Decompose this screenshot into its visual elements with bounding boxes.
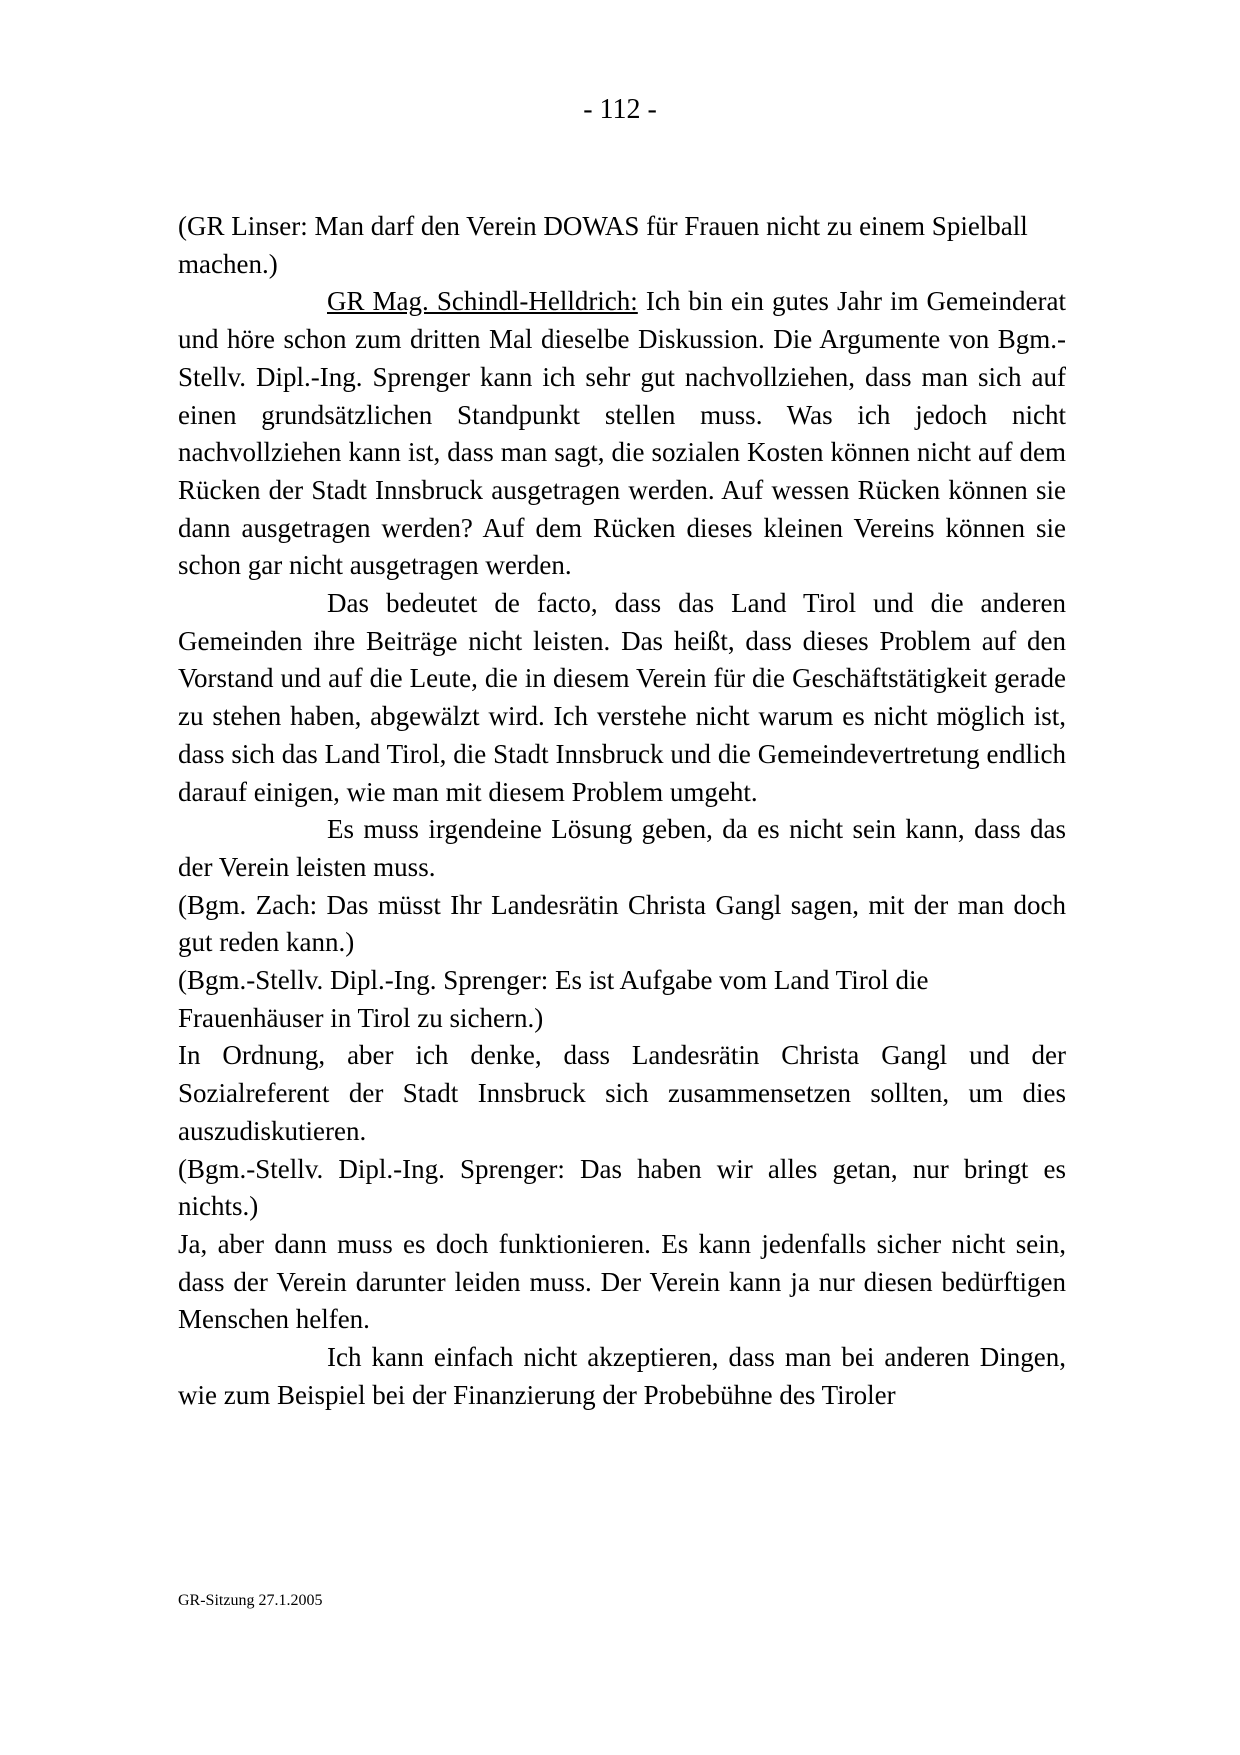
speech-paragraph: Ich kann einfach nicht akzeptieren, dass man bei anderen Dingen, wie zum Beispiel bei der Finanzierung der Probebühne des Tiroler (178, 1342, 1066, 1410)
speech-text: Ich bin ein gutes Jahr im Gemeinderat und höre schon zum dritten Mal dieselbe Diskussion. Die Argumente von Bgm.-Stellv. Dipl.-Ing. Sprenger kann ich sehr gut nachvollziehen, dass man sich auf einen grundsätzlichen Standpunkt stellen muss. Was ich jedoch nicht nachvollziehen kann ist, dass man sagt, die sozialen Kosten können nicht auf dem Rücken der Stadt Innsbruck ausgetragen werden. Auf wessen Rücken können sie dann ausgetragen werden? Auf dem Rücken dieses kleinen Vereins können sie schon gar nicht ausgetragen werden. (178, 286, 1066, 581)
speech-paragraph: Es muss irgendeine Lösung geben, da es nicht sein kann, dass das der Verein leisten muss. (178, 814, 1066, 882)
page-footer: GR-Sitzung 27.1.2005 (178, 1592, 323, 1609)
interjection-sprenger: (Bgm.-Stellv. Dipl.-Ing. Sprenger: Es ist Aufgabe vom Land Tirol die Frauenhäuser in Tirol zu sichern.) (178, 965, 929, 1033)
interjection-sprenger: (Bgm.-Stellv. Dipl.-Ing. Sprenger: Das haben wir alles getan, nur bringt es nichts.) (178, 1153, 1066, 1222)
speech-paragraph: Ja, aber dann muss es doch funktionieren. Es kann jedenfalls sicher nicht sein, dass der Verein darunter leiden muss. Der Verein kann ja nur diesen bedürftigen Menschen helfen. (178, 1228, 1066, 1335)
speech-paragraph (178, 283, 1066, 585)
interjection-zach: (Bgm. Zach: Das müsst Ihr Landesrätin Christa Gangl sagen, mit der man doch gut reden kann.) (178, 889, 1066, 958)
speech-paragraph: Das bedeutet de facto, dass das Land Tirol und die anderen Gemeinden ihre Beiträge nicht leisten. Das heißt, dass dieses Problem auf den Vorstand und auf die Leute, die in diesem Verein für die Geschäftstätigkeit gerade zu stehen haben, abgewälzt wird. Ich verstehe nicht warum es nicht möglich ist, dass sich das Land Tirol, die Stadt Innsbruck und die Gemeindevertretung endlich darauf einigen, wie man mit diesem Problem umgeht. (178, 588, 1066, 807)
speaker-name: GR Mag. Schindl-Helldrich: (327, 286, 638, 317)
interjection-linser: (GR Linser: Man darf den Verein DOWAS für Frauen nicht zu einem Spielball machen.) (178, 211, 1028, 279)
speech-paragraph: In Ordnung, aber ich denke, dass Landesrätin Christa Gangl und der Sozialreferent der Stadt Innsbruck sich zusammensetzen sollten, um dies auszudiskutieren. (178, 1040, 1066, 1146)
page-number: - 112 - (583, 94, 657, 125)
document-body (178, 208, 1066, 1415)
